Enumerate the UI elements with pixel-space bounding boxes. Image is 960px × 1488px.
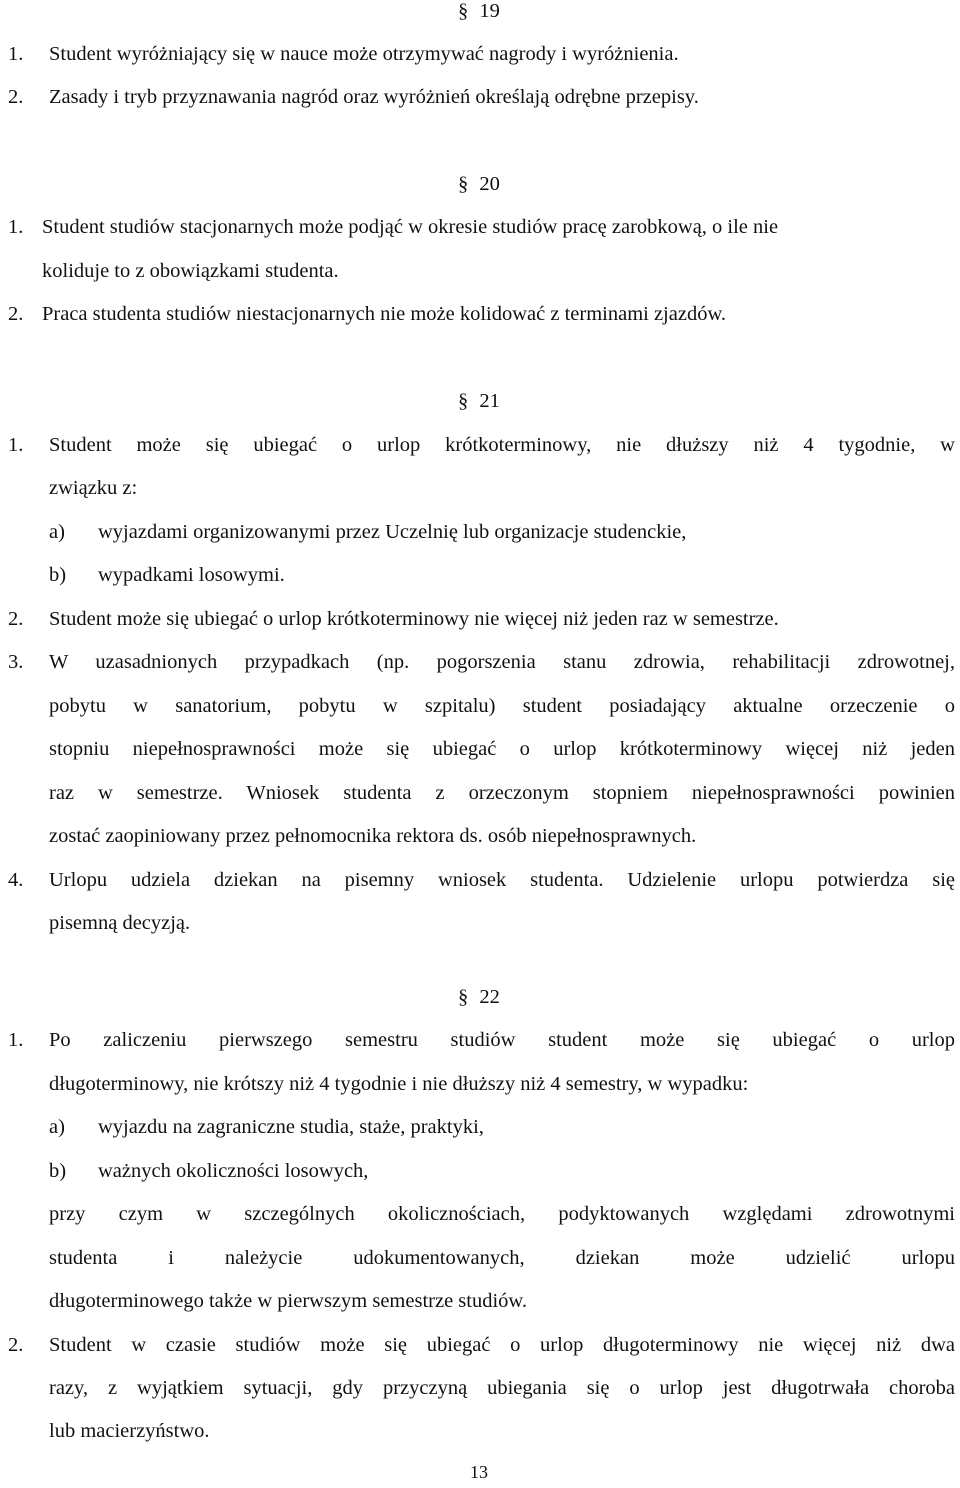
- section-symbol: §: [458, 173, 469, 195]
- item-text: lub macierzyństwo.: [49, 1420, 210, 1442]
- section-heading: [458, 163, 500, 207]
- item-text: Praca studenta studiów niestacjonarnych nie może kolidować z terminami zjazdów.: [42, 303, 727, 325]
- item-number: 1.: [8, 1029, 24, 1051]
- item-number: 2.: [8, 608, 24, 630]
- item-number: 1.: [8, 434, 24, 456]
- item-text: Student może się ubiegać o urlop krótkoterminowy nie więcej niż jeden raz w semestrze.: [49, 608, 779, 630]
- item-text: W uzasadnionych przypadkach (np. pogorszenia stanu zdrowia, rehabilitacji zdrowotnej,: [49, 651, 955, 673]
- section-number: 20: [479, 173, 500, 195]
- item-number: 2.: [8, 86, 24, 108]
- item-text: Student studiów stacjonarnych może podjąć w okresie studiów pracę zarobkową, o ile nie: [42, 216, 779, 238]
- item-text: pobytu w sanatorium, pobytu w szpitalu) student posiadający aktualne orzeczenie o: [49, 695, 955, 717]
- section-heading: [458, 976, 500, 1020]
- page-number: 13: [470, 1462, 488, 1482]
- subitem-text: ważnych okoliczności losowych,: [98, 1160, 369, 1182]
- subitem-label: a): [49, 521, 65, 543]
- item-text: raz w semestrze. Wniosek studenta z orzeczonym stopniem niepełnosprawności powinien: [49, 782, 955, 804]
- section-heading: [458, 0, 500, 34]
- item-number: 1.: [8, 216, 24, 238]
- section-symbol: §: [458, 390, 469, 412]
- section-symbol: §: [458, 0, 469, 22]
- item-text: długoterminowy, nie krótszy niż 4 tygodnie i nie dłuższy niż 4 semestry, w wypadku:: [49, 1073, 749, 1095]
- section-number: 19: [479, 0, 500, 22]
- item-text: Zasady i tryb przyznawania nagród oraz wyróżnień określają odrębne przepisy.: [49, 86, 699, 108]
- section-symbol: §: [458, 986, 469, 1008]
- subitem-label: b): [49, 564, 67, 586]
- item-number: 4.: [8, 869, 24, 891]
- item-text: przy czym w szczególnych okolicznościach, podyktowanych względami zdrowotnymi: [49, 1203, 955, 1225]
- item-text: długoterminowego także w pierwszym semestrze studiów.: [49, 1290, 528, 1312]
- item-text: Urlopu udziela dziekan na pisemny wniosek studenta. Udzielenie urlopu potwierdza się: [49, 869, 955, 891]
- item-text: zostać zaopiniowany przez pełnomocnika rektora ds. osób niepełnosprawnych.: [49, 825, 697, 847]
- item-text: stopniu niepełnosprawności może się ubiegać o urlop krótkoterminowy więcej niż jeden: [49, 738, 955, 760]
- item-number: 2.: [8, 1334, 24, 1356]
- item-text: Student może się ubiegać o urlop krótkoterminowy, nie dłuższy niż 4 tygodnie, w: [49, 434, 955, 456]
- subitem-text: wyjazdu na zagraniczne studia, staże, praktyki,: [98, 1116, 484, 1138]
- subitem-text: wypadkami losowymi.: [98, 564, 285, 586]
- item-text: Student wyróżniający się w nauce może otrzymywać nagrody i wyróżnienia.: [49, 43, 679, 65]
- item-number: 2.: [8, 303, 24, 325]
- subitem-label: b): [49, 1160, 67, 1182]
- subitem-label: a): [49, 1116, 65, 1138]
- item-text: Po zaliczeniu pierwszego semestru studiów student może się ubiegać o urlop: [49, 1029, 955, 1051]
- item-text: studenta i należycie udokumentowanych, dziekan może udzielić urlopu: [49, 1247, 955, 1269]
- section-heading: [458, 380, 500, 424]
- item-text: pisemną decyzją.: [49, 912, 191, 934]
- section-number: 21: [479, 390, 500, 412]
- item-text: związku z:: [49, 477, 138, 499]
- item-text: Student w czasie studiów może się ubiegać o urlop długoterminowy nie więcej niż dwa: [49, 1334, 955, 1356]
- item-text: razy, z wyjątkiem sytuacji, gdy przyczyną ubiegania się o urlop jest długotrwała choroba: [49, 1377, 955, 1399]
- item-number: 1.: [8, 43, 24, 65]
- section-number: 22: [479, 986, 500, 1008]
- item-text: koliduje to z obowiązkami studenta.: [42, 260, 339, 282]
- subitem-text: wyjazdami organizowanymi przez Uczelnię lub organizacje studenckie,: [98, 521, 687, 543]
- item-number: 3.: [8, 651, 24, 673]
